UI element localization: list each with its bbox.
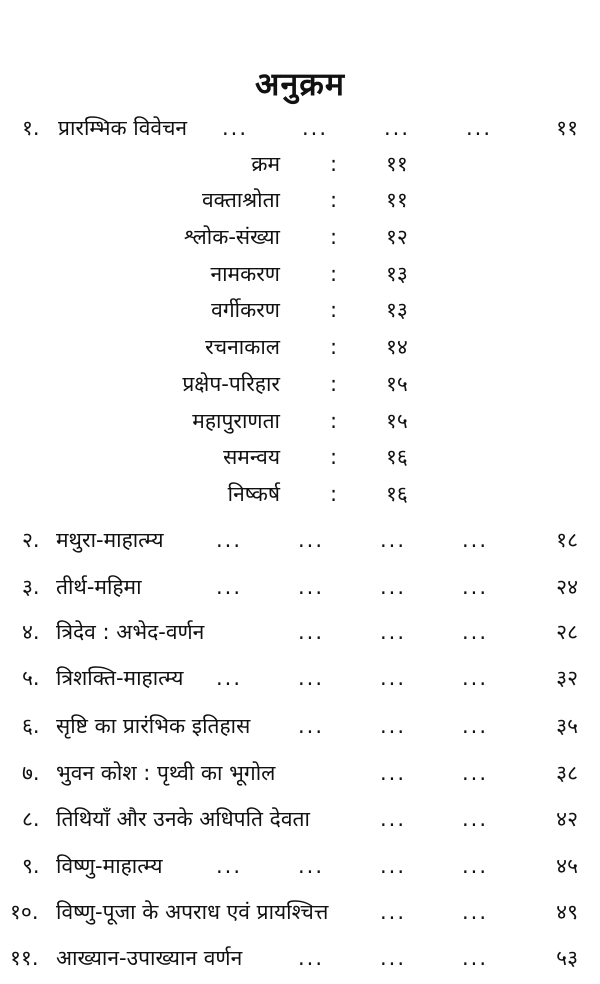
- leader-dots: ...: [298, 620, 325, 644]
- leader-dots: ...: [298, 666, 325, 690]
- page-title: अनुक्रम: [255, 65, 345, 103]
- leader-dots: ...: [298, 575, 325, 599]
- subsection-separator: :: [330, 225, 338, 249]
- chapter-title: विष्णु-माहात्म्य: [56, 854, 163, 878]
- subsection-entry[interactable]: [0, 256, 600, 296]
- leader-dots: ...: [462, 666, 489, 690]
- page-number: २८: [556, 620, 578, 644]
- leader-dots: ...: [462, 528, 489, 552]
- leader-dots: ...: [216, 575, 243, 599]
- chapter-title: तीर्थ-महिमा: [56, 575, 142, 599]
- leader-dots: ...: [466, 116, 493, 140]
- page-number: ११: [556, 116, 578, 140]
- toc-entry-10[interactable]: [0, 892, 600, 932]
- subsection-separator: :: [330, 152, 338, 176]
- subsection-page: १५: [386, 409, 408, 433]
- chapter-title: सृष्टि का प्रारंभिक इतिहास: [56, 714, 251, 738]
- subsection-page: ११: [386, 188, 408, 212]
- leader-dots: ...: [380, 807, 407, 831]
- subsection-separator: :: [330, 262, 338, 286]
- chapter-number: ५.: [22, 666, 40, 690]
- toc-entry-4[interactable]: [0, 612, 600, 652]
- toc-entry-5[interactable]: [0, 658, 600, 698]
- leader-dots: ...: [298, 854, 325, 878]
- subsection-separator: :: [330, 372, 338, 396]
- toc-entry-9[interactable]: [0, 846, 600, 886]
- subsection-title: महापुराणता: [192, 409, 280, 433]
- subsection-separator: :: [330, 298, 338, 322]
- page-number: ३२: [556, 666, 578, 690]
- page-number: ३५: [556, 714, 578, 738]
- leader-dots: ...: [222, 116, 249, 140]
- leader-dots: ...: [380, 946, 407, 970]
- subsection-title: वर्गीकरण: [211, 298, 280, 322]
- leader-dots: ...: [380, 854, 407, 878]
- chapter-title: त्रिशक्ति-माहात्म्य: [56, 666, 184, 690]
- chapter-number: ९.: [22, 854, 40, 878]
- page-number: ४५: [556, 854, 578, 878]
- subsection-entry[interactable]: [0, 366, 600, 406]
- leader-dots: ...: [380, 761, 407, 785]
- chapter-title: आख्यान-उपाख्यान वर्णन: [56, 946, 243, 970]
- page-number: १८: [556, 528, 578, 552]
- leader-dots: ...: [462, 946, 489, 970]
- chapter-number: ६.: [22, 714, 40, 738]
- leader-dots: ...: [380, 575, 407, 599]
- subsection-entry[interactable]: [0, 292, 600, 332]
- toc-entry-3[interactable]: [0, 567, 600, 607]
- leader-dots: ...: [380, 666, 407, 690]
- subsection-page: १२: [386, 225, 408, 249]
- subsection-title: प्रक्षेप-परिहार: [182, 372, 280, 396]
- page-number: ५३: [556, 946, 578, 970]
- toc-entry-8[interactable]: [0, 799, 600, 839]
- toc-entry-1[interactable]: [0, 108, 600, 148]
- chapter-title: प्रारम्भिक विवेचन: [58, 116, 188, 140]
- leader-dots: ...: [380, 620, 407, 644]
- subsection-separator: :: [330, 482, 338, 506]
- subsection-page: १६: [386, 482, 408, 506]
- leader-dots: ...: [298, 714, 325, 738]
- subsection-entry[interactable]: [0, 439, 600, 479]
- page-number: ३८: [556, 761, 578, 785]
- subsection-entry[interactable]: [0, 476, 600, 516]
- subsection-entry[interactable]: [0, 182, 600, 222]
- toc-entry-11[interactable]: [0, 938, 600, 978]
- chapter-title: त्रिदेव : अभेद-वर्णन: [56, 620, 205, 644]
- leader-dots: ...: [380, 714, 407, 738]
- subsection-title: श्लोक-संख्या: [183, 225, 280, 249]
- leader-dots: ...: [380, 900, 407, 924]
- leader-dots: ...: [302, 116, 329, 140]
- page-number: ४२: [556, 807, 578, 831]
- page-number: ४९: [556, 900, 578, 924]
- chapter-number: ११.: [10, 946, 39, 970]
- leader-dots: ...: [216, 666, 243, 690]
- subsection-title: क्रम: [251, 152, 280, 176]
- subsection-title: रचनाकाल: [205, 335, 280, 359]
- leader-dots: ...: [462, 900, 489, 924]
- leader-dots: ...: [380, 528, 407, 552]
- toc-entry-7[interactable]: [0, 753, 600, 793]
- leader-dots: ...: [462, 620, 489, 644]
- leader-dots: ...: [462, 761, 489, 785]
- leader-dots: ...: [298, 946, 325, 970]
- leader-dots: ...: [216, 854, 243, 878]
- subsection-separator: :: [330, 409, 338, 433]
- chapter-title: मथुरा-माहात्म्य: [56, 528, 164, 552]
- subsection-separator: :: [330, 188, 338, 212]
- chapter-number: १०.: [10, 900, 39, 924]
- leader-dots: ...: [298, 528, 325, 552]
- subsection-separator: :: [330, 335, 338, 359]
- chapter-number: ८.: [22, 807, 40, 831]
- chapter-number: १.: [22, 116, 40, 140]
- chapter-number: ३.: [22, 575, 40, 599]
- subsection-title: नामकरण: [210, 262, 280, 286]
- subsection-page: १३: [386, 262, 408, 286]
- leader-dots: ...: [384, 116, 411, 140]
- chapter-title: विष्णु-पूजा के अपराध एवं प्रायश्चित्त: [56, 900, 329, 924]
- chapter-title: तिथियाँ और उनके अधिपति देवता: [56, 807, 310, 831]
- chapter-number: २.: [22, 528, 40, 552]
- subsection-title: निष्कर्ष: [227, 482, 280, 506]
- subsection-entry[interactable]: [0, 146, 600, 186]
- subsection-page: १६: [386, 445, 408, 469]
- chapter-number: ७.: [22, 761, 40, 785]
- leader-dots: ...: [216, 528, 243, 552]
- chapter-number: ४.: [22, 620, 40, 644]
- page-number: २४: [556, 575, 578, 599]
- subsection-page: १४: [386, 335, 408, 359]
- chapter-title: भुवन कोश : पृथ्वी का भूगोल: [56, 761, 276, 785]
- subsection-entry[interactable]: [0, 403, 600, 443]
- subsection-title: वक्ताश्रोता: [201, 188, 280, 212]
- toc-entry-6[interactable]: [0, 706, 600, 746]
- subsection-page: १५: [386, 372, 408, 396]
- subsection-entry[interactable]: [0, 329, 600, 369]
- subsection-title: समन्वय: [223, 445, 280, 469]
- subsection-page: ११: [386, 152, 408, 176]
- subsection-separator: :: [330, 445, 338, 469]
- leader-dots: ...: [462, 714, 489, 738]
- leader-dots: ...: [462, 854, 489, 878]
- subsection-page: १३: [386, 298, 408, 322]
- subsection-entry[interactable]: [0, 219, 600, 259]
- toc-entry-2[interactable]: [0, 520, 600, 560]
- leader-dots: ...: [462, 807, 489, 831]
- leader-dots: ...: [462, 575, 489, 599]
